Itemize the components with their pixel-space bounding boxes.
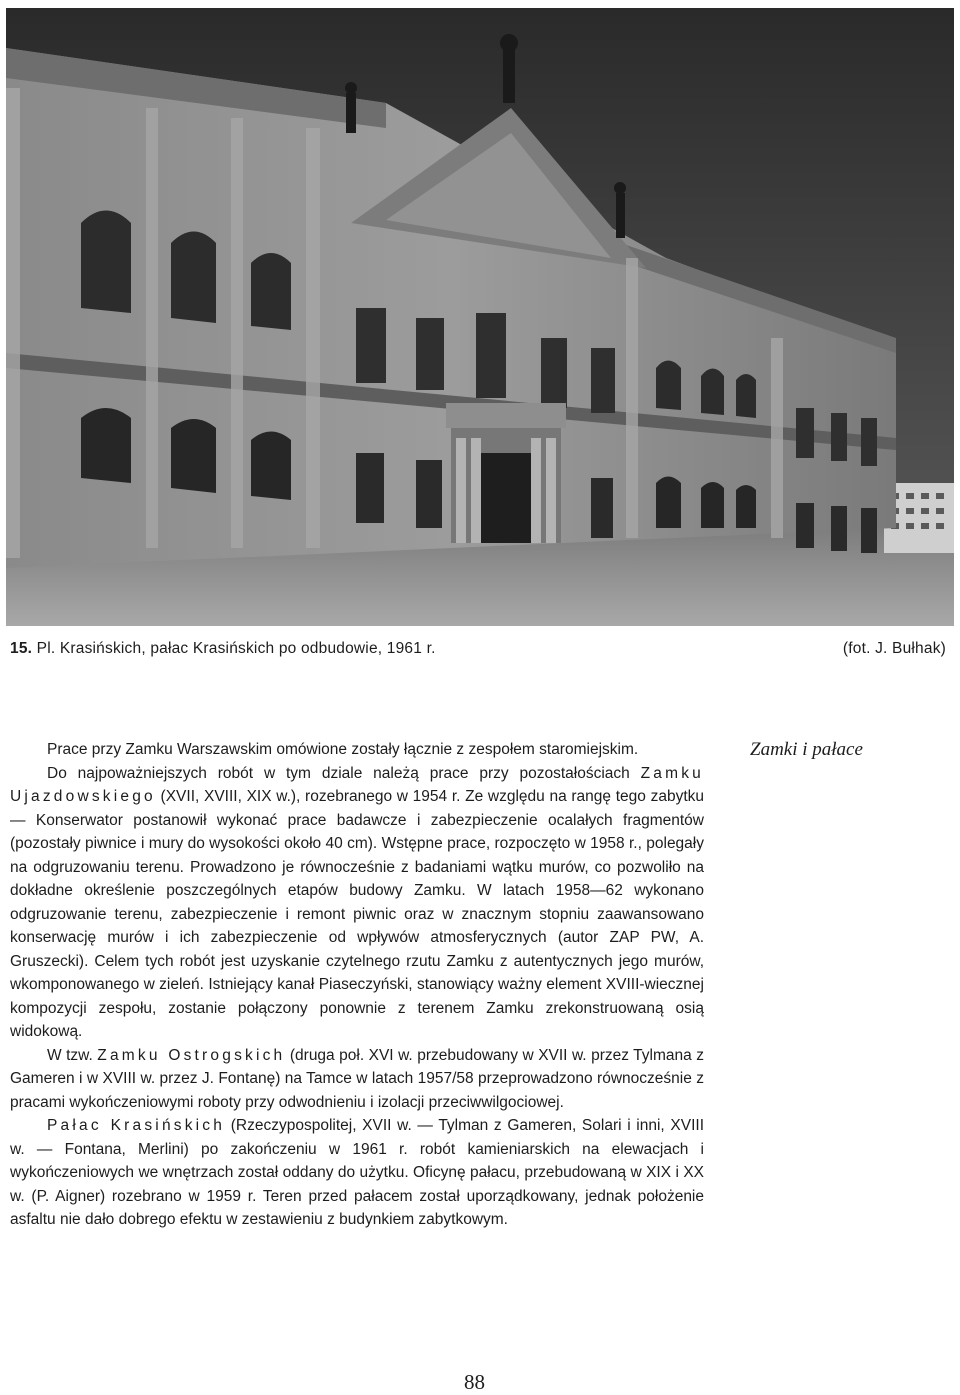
body-text	[10, 738, 704, 1232]
palace-photo-svg	[6, 8, 954, 626]
photo-credit: (fot. J. Bułhak)	[842, 640, 946, 657]
paragraph-2	[10, 762, 704, 1044]
paragraph-2-lead: Do najpoważniejszych robót w tym dziale należą prace przy pozostałościach	[47, 764, 641, 782]
paragraph-3	[10, 1044, 704, 1115]
caption-text: Pl. Krasińskich, pałac Krasińskich po odbudowie, 1961 r.	[36, 640, 436, 657]
paragraph-2-spaced: Zamku Ujazdowskiego	[10, 764, 704, 805]
page-number: 88	[464, 1370, 485, 1394]
paragraph-3-lead: W tzw.	[47, 1046, 98, 1064]
photo-caption	[10, 640, 950, 658]
paragraph-4-spaced: Pałac Krasińskich	[47, 1117, 226, 1134]
paragraph-3-text: (druga poł. XVI w. przebudowany w XVII w. przez Tylmana z Gameren i w XVIII w. przez J. Fontanę) na Tamce w latach 1957/58 przeprowadzono równocześnie z pracami wykończeniowymi roboty przy odwodnieniu i izolacji przeciwwilgociowej.	[10, 1046, 704, 1111]
paragraph-4-text: (Rzeczypospolitej, XVII w. — Tylman z Gameren, Solari i inni, XVIII w. — Fontana, Merlini) po zakończeniu w 1961 r. robót kamieniarskich na elewacjach i wykończeniowych we wnętrzach został oddany do użytku. Oficynę pałacu, przebudowaną w XIX i XX w. (P. Aigner) rozebrano w 1959 r. Teren przed pałacem został uporządkowany, jednak położenie asfaltu nie dało dobrego efektu w zestawieniu z budynkiem zabytkowym.	[10, 1117, 704, 1228]
section-side-title: Zamki i pałace	[750, 739, 863, 760]
paragraph-3-spaced: Zamku Ostrogskich	[97, 1046, 286, 1064]
palace-photograph	[6, 8, 954, 626]
paragraph-1-text: Prace przy Zamku Warszawskim omówione zostały łącznie z zespołem staromiejskim.	[47, 741, 639, 758]
caption-number: 15.	[10, 640, 33, 657]
paragraph-1	[10, 738, 704, 762]
paragraph-2-text: (XVII, XVIII, XIX w.), rozebranego w 1954 r. Ze względu na rangę tego zabytku — Konserwator postanowił wykonać prace badawcze i zabezpieczenie ocalałych fragmentów (pozostały piwnice i mury do wysokości około 40 cm). Wstępne prace, rozpoczęto w 1958 r., polegały na odgruzowaniu terenu. Prowadzono je równocześnie z badaniami wątku murów, co pozwoliło na dokładne określenie poszczególnych etapów budowy Zamku. W latach 1958—62 wykonano odgruzowanie terenu, zabezpieczenie i remont piwnic oraz w znacznym stopniu zaawansowano konserwację murów i ich zabezpieczenie od wpływów atmosferycznych (autor ZAP PW, A. Gruszecki). Celem tych robót jest uzyskanie czytelnego rzutu Zamku z autentycznych jego murów, wkomponowanego w zieleń. Istniejący kanał Piaseczyński, stanowiący ważny element XVIII-wiecznej kompozycji zespołu, zostanie połączony ponownie z terenem Zamku zrekonstruowaną osią widokową.	[10, 788, 704, 1040]
paragraph-4	[10, 1114, 704, 1232]
